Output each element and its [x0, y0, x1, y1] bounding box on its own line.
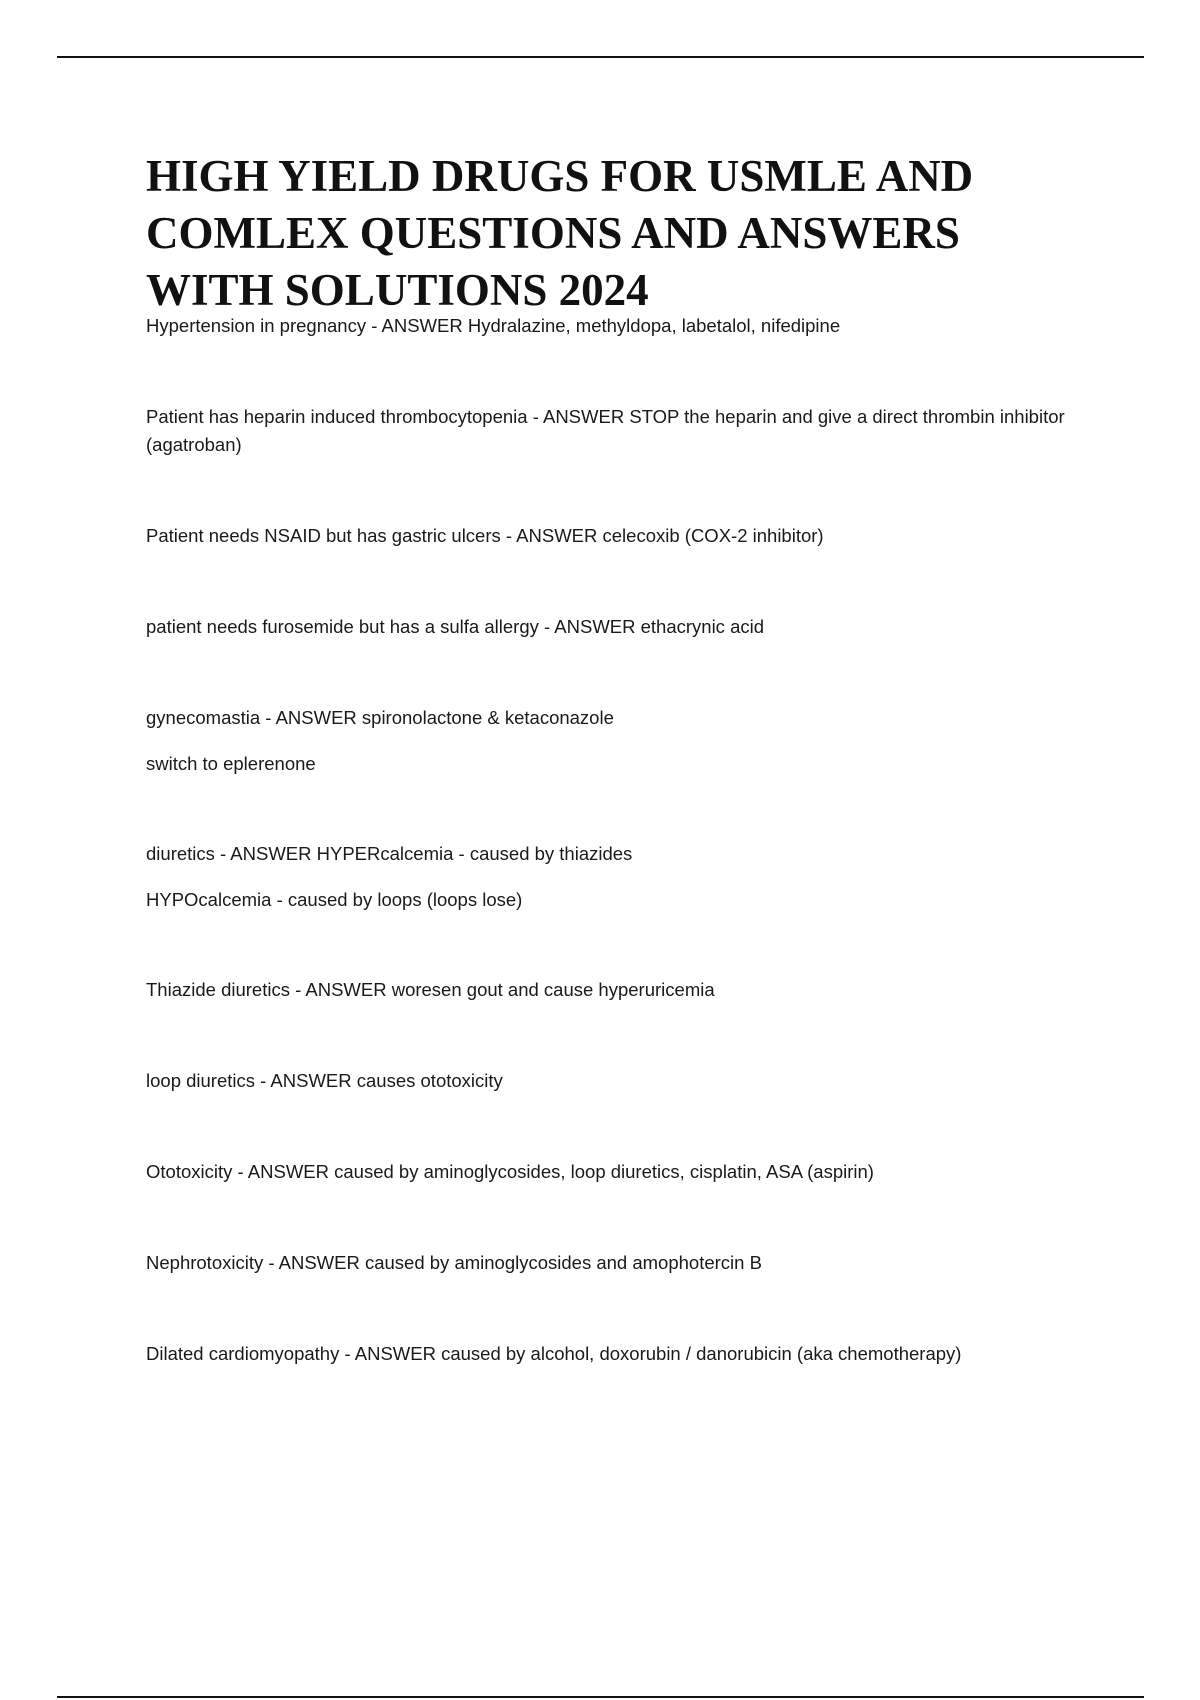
qa-text: loop diuretics - ANSWER causes ototoxicity: [146, 1070, 503, 1091]
qa-continuation: switch to eplerenone: [146, 753, 316, 774]
qa-entry-furosemide-sulfa-allergy: [146, 613, 1096, 641]
top-divider: [57, 56, 1144, 58]
qa-entry-dilated-cardiomyopathy: [146, 1340, 1096, 1368]
qa-text: gynecomastia - ANSWER spironolactone & ketaconazole: [146, 707, 614, 728]
title-line: HIGH YIELD DRUGS FOR USMLE AND: [146, 151, 974, 201]
qa-entry-ototoxicity: [146, 1158, 1096, 1186]
qa-text: Patient needs NSAID but has gastric ulcers - ANSWER celecoxib (COX-2 inhibitor): [146, 525, 824, 546]
qa-entry-loop-diuretics: [146, 1067, 1096, 1095]
title-line: WITH SOLUTIONS 2024: [146, 265, 649, 315]
qa-entry-nephrotoxicity: [146, 1249, 1096, 1277]
qa-text: Hypertension in pregnancy - ANSWER Hydralazine, methyldopa, labetalol, nifedipine: [146, 315, 841, 336]
bottom-divider: [57, 1696, 1144, 1698]
title-line: COMLEX QUESTIONS AND ANSWERS: [146, 208, 960, 258]
qa-text: patient needs furosemide but has a sulfa allergy - ANSWER ethacrynic acid: [146, 616, 765, 637]
qa-text: Nephrotoxicity - ANSWER caused by aminoglycosides and amophotercin B: [146, 1252, 762, 1273]
qa-entry-nsaid-gastric-ulcers: [146, 522, 1096, 550]
qa-entry-gynecomastia: [146, 704, 1096, 778]
qa-text: Patient has heparin induced thrombocytopenia - ANSWER STOP the heparin and give a direct thrombin inhibitor (agatroban): [146, 406, 1065, 455]
qa-text: diuretics - ANSWER HYPERcalcemia - caused by thiazides: [146, 843, 633, 864]
qa-text: Thiazide diuretics - ANSWER woresen gout and cause hyperuricemia: [146, 979, 715, 1000]
document-title: [146, 148, 1126, 319]
qa-text: Ototoxicity - ANSWER caused by aminoglycosides, loop diuretics, cisplatin, ASA (aspirin): [146, 1161, 874, 1182]
qa-continuation: HYPOcalcemia - caused by loops (loops lose): [146, 889, 523, 910]
qa-entry-heparin-thrombocytopenia: [146, 403, 1096, 459]
qa-entry-thiazide-diuretics: [146, 976, 1096, 1004]
qa-entry-hypertension-pregnancy: [146, 312, 1096, 340]
qa-text: Dilated cardiomyopathy - ANSWER caused by alcohol, doxorubin / danorubicin (aka chemotherapy): [146, 1343, 962, 1364]
qa-entry-diuretics: [146, 840, 1096, 914]
